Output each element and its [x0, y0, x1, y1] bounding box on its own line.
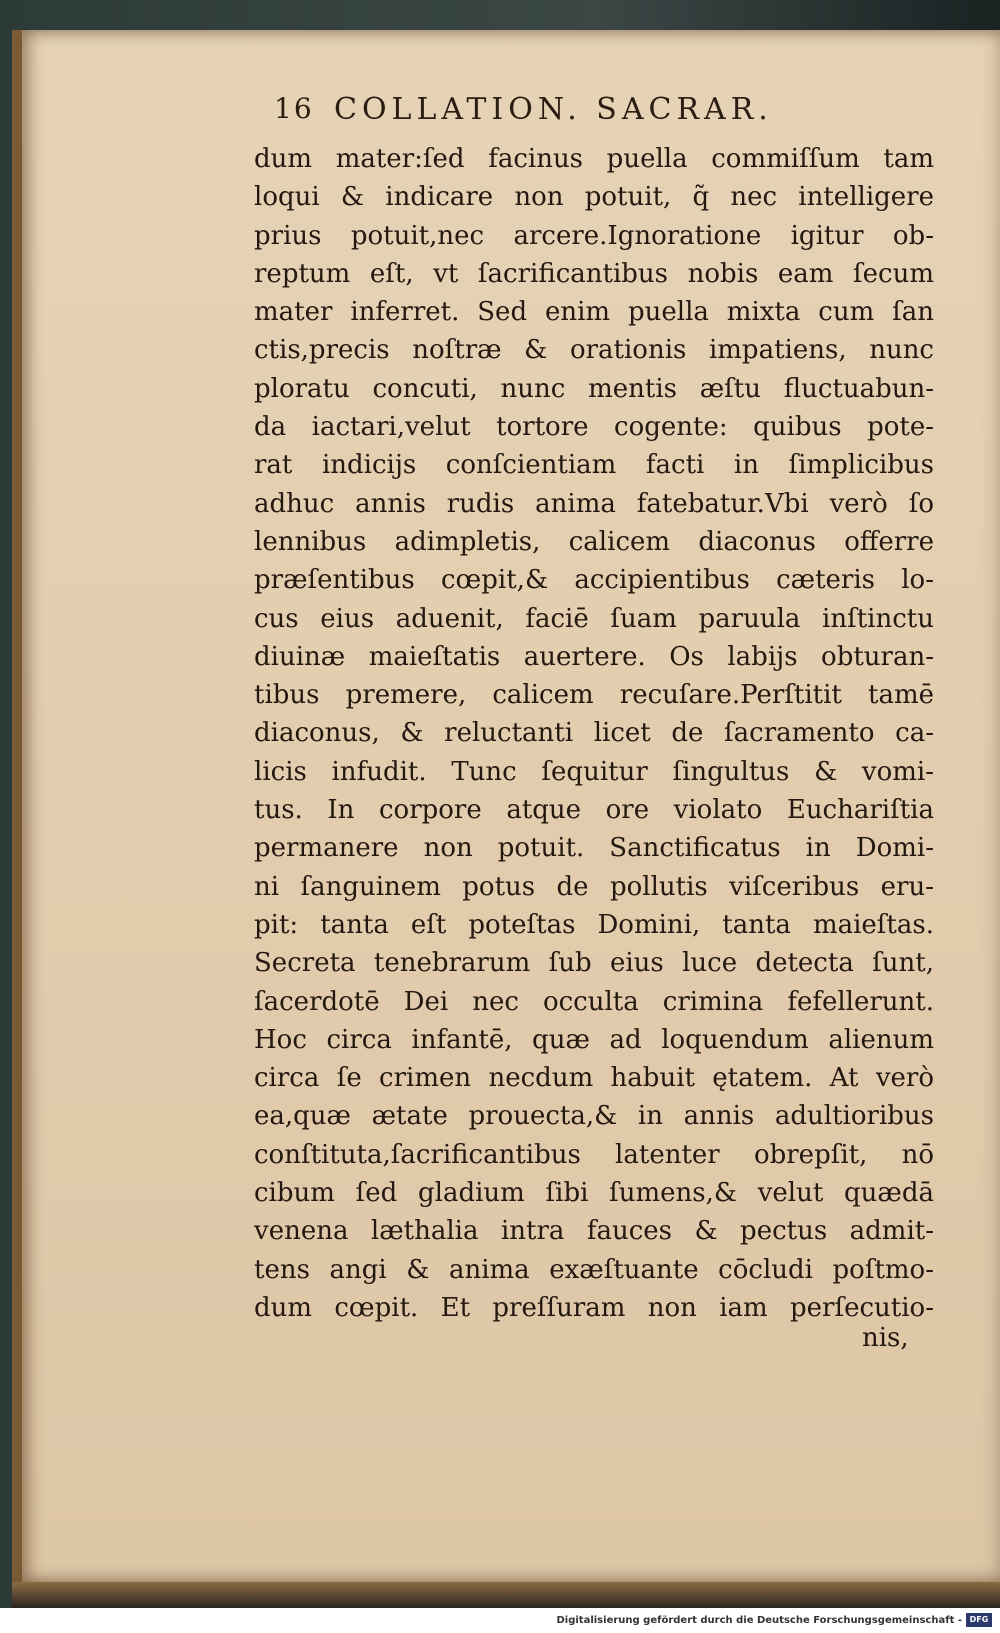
text-line: loqui & indicare non potuit, q̃ nec intelligere: [254, 182, 934, 213]
text-line: pit: tanta eſt poteſtas Domini, tanta maieſtas.: [254, 909, 934, 940]
funding-credit: Digitalisierung gefördert durch die Deutsche Forschungsgemeinschaft -: [556, 1615, 962, 1626]
text-line: prius potuit,nec arcere.Ignoratione igitur ob-: [254, 220, 934, 251]
running-title: COLLATION. SACRAR.: [334, 92, 773, 127]
text-line: circa ſe crimen necdum habuit ętatem. At verò: [254, 1063, 934, 1094]
body-text: [254, 140, 934, 1327]
text-line: tibus premere, calicem recuſare.Perſtitit tamē: [254, 680, 934, 711]
text-line: mater inferret. Sed enim puella mixta cum ſan: [254, 297, 934, 328]
text-line: diuinæ maieſtatis auertere. Os labijs obturan-: [254, 641, 934, 672]
text-line: tens angi & anima exæſtuante cōcludi poſtmo-: [254, 1254, 934, 1285]
text-line: cus eius aduenit, faciē ſuam paruula inſtinctu: [254, 603, 934, 634]
text-line: reptum eſt, vt ſacrificantibus nobis eam ſecum: [254, 258, 934, 289]
page-bottom-edge: [12, 1582, 1000, 1608]
digitization-footer: [0, 1608, 1000, 1633]
text-line: cibum ſed gladium ſibi ſumens,& velut quædā: [254, 1178, 934, 1209]
text-line: tus. In corpore atque ore violato Euchariſtia: [254, 795, 934, 826]
page-header: [274, 92, 914, 136]
text-line: ploratu concuti, nunc mentis æſtu fluctuabun-: [254, 373, 934, 404]
text-line: venena læthalia intra fauces & pectus admit-: [254, 1216, 934, 1247]
text-line: ea,quæ ætate prouecta,& in annis adultioribus: [254, 1101, 934, 1132]
text-line: licis infudit. Tunc ſequitur ſingultus & vomi-: [254, 756, 934, 787]
text-line: Secreta tenebrarum ſub eius luce detecta ſunt,: [254, 948, 934, 979]
text-line: Hoc circa infantē, quæ ad loquendum alienum: [254, 1024, 934, 1055]
dfg-logo: DFG: [966, 1613, 992, 1627]
text-line: lennibus adimpletis, calicem diaconus offerre: [254, 526, 934, 557]
text-line: ctis,precis noſtræ & orationis impatiens, nunc: [254, 335, 934, 366]
text-line: diaconus, & reluctanti licet de ſacramento ca-: [254, 718, 934, 749]
catchword: nis,: [862, 1323, 909, 1353]
text-line: dum cœpit. Et preſſuram non iam perſecutio-: [254, 1292, 934, 1323]
text-line: ni ſanguinem potus de pollutis viſceribus eru-: [254, 871, 934, 902]
page-number: 16: [274, 92, 314, 125]
text-line: conſtituta,ſacrificantibus latenter obrepſit, nō: [254, 1139, 934, 1170]
text-line: ſacerdotē Dei nec occulta crimina fefellerunt.: [254, 986, 934, 1017]
text-line: rat indicijs conſcientiam facti in ſimplicibus: [254, 450, 934, 481]
text-line: da iactari,velut tortore cogente: quibus pote-: [254, 412, 934, 443]
text-line: dum mater:ſed facinus puella commiſſum tam: [254, 144, 934, 174]
text-line: adhuc annis rudis anima fatebatur.Vbi verò ſo: [254, 488, 934, 519]
text-line: præſentibus cœpit,& accipientibus cæteris lo-: [254, 565, 934, 596]
text-line: permanere non potuit. Sanctificatus in Domi-: [254, 833, 934, 864]
